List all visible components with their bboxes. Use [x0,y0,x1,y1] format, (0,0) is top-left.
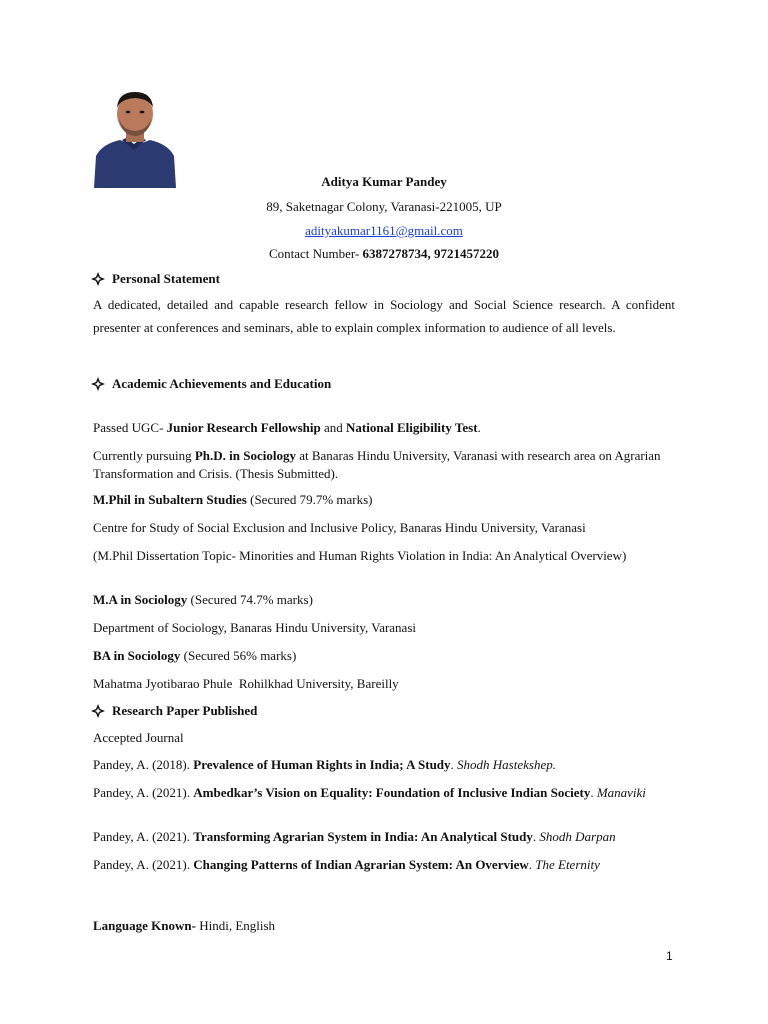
research-heading [90,703,257,719]
ba-institution: Mahatma Jyotibarao Phule Rohilkhad University, Bareilly [93,676,399,691]
jrf-text: Junior Research Fellowship [166,420,321,435]
mphil-marks: (Secured 79.7% marks) [246,492,373,507]
paper-citation: Pandey, A. (2018). [93,757,194,772]
ba-line [93,648,675,664]
paper-item [93,857,675,873]
research-title: Research Paper Published [112,703,258,718]
ba-marks: (Secured 56% marks) [180,648,297,663]
language-line [93,918,675,934]
accepted-journal-label: Accepted Journal [93,730,184,745]
academic-heading [90,376,331,392]
paper-journal: Shodh Darpan [539,829,616,844]
paper-sep: . [450,757,458,772]
language-value: Hindi, English [195,918,276,933]
phd-degree: Ph.D. in Sociology [194,448,296,463]
email-link[interactable]: adityakumar1161@gmail.com [305,223,463,238]
paper-sep: . [590,785,597,800]
paper-title: Changing Patterns of Indian Agrarian System: An Overview [193,857,529,872]
ugc-period: . [477,420,481,435]
paper-citation: Pandey, A. (2021). [93,857,194,872]
paper-item [93,829,675,845]
language-label: Language Known- [93,918,196,933]
diamond-bullet-icon [90,376,106,392]
diamond-bullet-icon [90,703,106,719]
candidate-name: Aditya Kumar Pandey [321,174,447,189]
paper-citation: Pandey, A. (2021). [93,785,194,800]
personal-statement-title: Personal Statement [112,271,220,286]
paper-title: Transforming Agrarian System in India: An Analytical Study [193,829,533,844]
mphil-institution: Centre for Study of Social Exclusion and Inclusive Policy, Banaras Hindu University, Varanasi [93,520,586,535]
ugc-and: and [320,420,347,435]
contact-numbers: 6387278734, 9721457220 [362,246,500,261]
diamond-bullet-icon [90,271,106,287]
contact-line [0,246,768,262]
paper-sep: . [528,857,536,872]
phd-prefix: Currently pursuing [93,448,195,463]
ma-degree: M.A in Sociology [93,592,188,607]
phd-detail: at Banaras Hindu University, Varanasi with research area on Agrarian Transformation and Crisis. (Thesis Submitted). [93,448,661,481]
mphil-topic: (M.Phil Dissertation Topic- Minorities and Human Rights Violation in India: An Analytical Overview) [93,548,627,563]
ma-marks: (Secured 74.7% marks) [187,592,313,607]
page-number: 1 [666,949,673,963]
paper-journal: Shodh Hastekshep. [457,757,556,772]
ma-institution: Department of Sociology, Banaras Hindu University, Varanasi [93,620,417,635]
paper-title: Ambedkar’s Vision on Equality: Foundation of Inclusive Indian Society [193,785,591,800]
paper-citation: Pandey, A. (2021). [93,829,194,844]
personal-statement-heading [90,271,220,287]
ba-degree: BA in Sociology [93,648,181,663]
profile-photo [92,86,178,188]
paper-sep: . [532,829,540,844]
mphil-line [93,492,675,508]
mphil-degree: M.Phil in Subaltern Studies [93,492,247,507]
paper-item [93,757,675,773]
ugc-line [93,420,675,436]
paper-journal: The Eternity [535,857,600,872]
ma-line [93,592,675,608]
ugc-text: Passed UGC- [93,420,167,435]
academic-title: Academic Achievements and Education [112,376,332,391]
net-text: National Eligibility Test [346,420,478,435]
contact-label: Contact Number- [268,246,363,261]
paper-item [93,784,675,802]
paper-journal: Manaviki [596,785,646,800]
personal-statement-text: A dedicated, detailed and capable research fellow in Sociology and Social Science research. A confident presenter at conferences and seminars, able to explain complex information to audience of all levels. [93,297,675,335]
phd-line [93,447,675,483]
address-line: 89, Saketnagar Colony, Varanasi-221005, UP [266,199,502,214]
paper-title: Prevalence of Human Rights in India; A Study [193,757,451,772]
